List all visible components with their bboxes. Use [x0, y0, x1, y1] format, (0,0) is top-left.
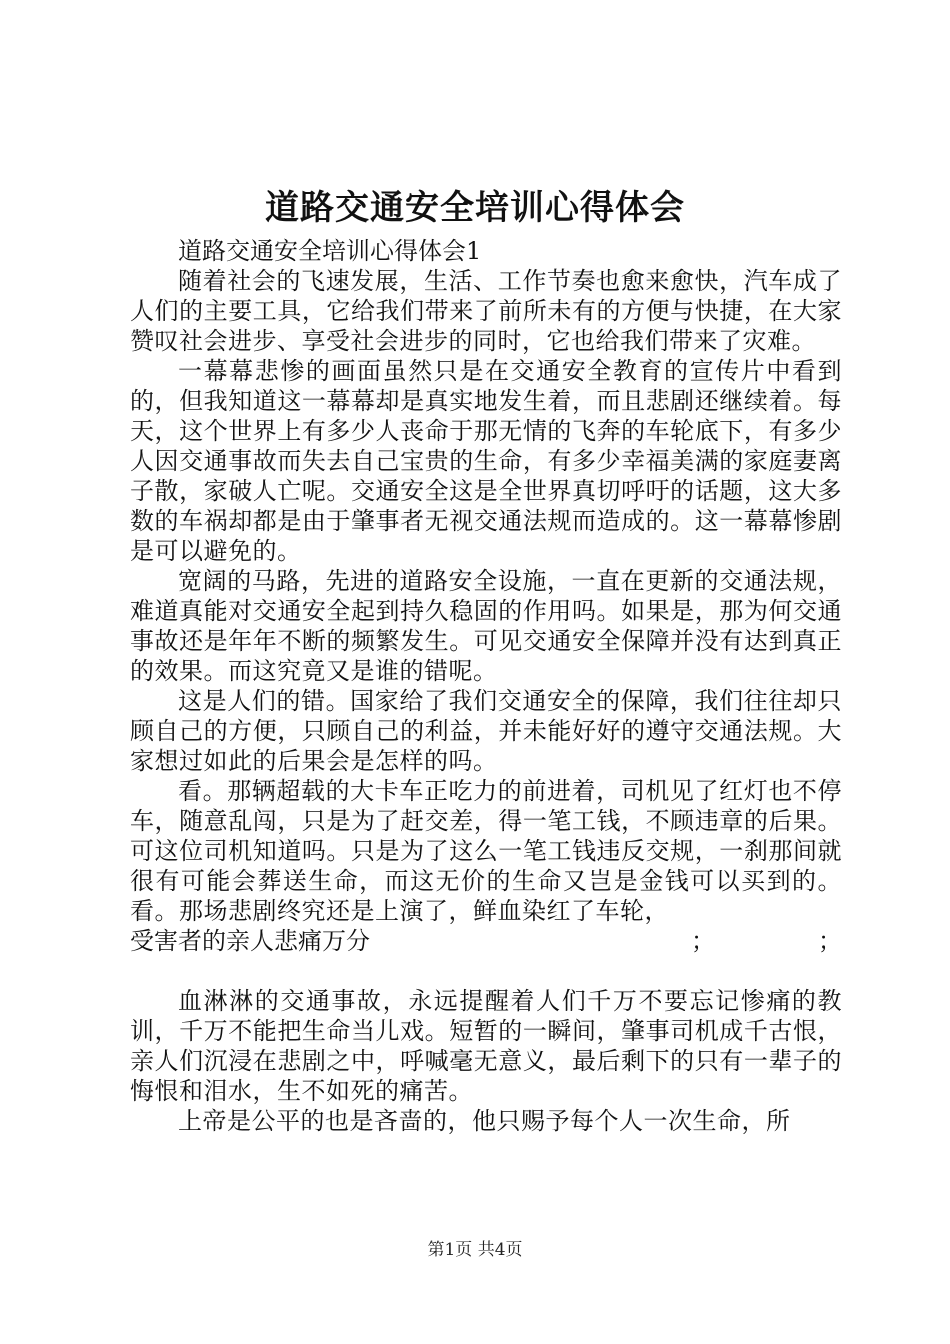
subheading: 道路交通安全培训心得体会1: [178, 237, 482, 265]
document-title: 道路交通安全培训心得体会: [265, 188, 685, 228]
broken-line: [130, 926, 842, 956]
paragraph-3: 宽阔的马路，先进的道路安全设施，一直在更新的交通法规，难道真能对交通安全起到持久稳固的作用吗。如果是，那为何交通事故还是年年不断的频繁发生。可见交通安全保障并没有达到真正的效果。而这究竟又是谁的错呢。: [130, 567, 842, 685]
paragraph-1: 随着社会的飞速发展，生活、工作节奏也愈来愈快，汽车成了人们的主要工具，它给我们带来了前所未有的方便与快捷，在大家赞叹社会进步、享受社会进步的同时，它也给我们带来了灾难。: [130, 267, 842, 355]
paragraph-5: 看。那辆超载的大卡车正吃力的前进着，司机见了红灯也不停车，随意乱闯，只是为了赶交差，得一笔工钱，不顾违章的后果。可这位司机知道吗。只是为了这么一笔工钱违反交规，一刹那间就很有可能会葬送生命，而这无价的生命又岂是金钱可以买到的。看。那场悲剧终究还是上演了，鲜血染红了车轮，: [130, 777, 842, 925]
blank-line: [130, 956, 842, 986]
broken-line-text: 受害者的亲人悲痛万分: [130, 927, 370, 955]
document-body: [130, 236, 842, 1136]
paragraph-6: 血淋淋的交通事故，永远提醒着人们千万不要忘记惨痛的教训，千万不能把生命当儿戏。短暂的一瞬间，肇事司机成千古恨，亲人们沉浸在悲剧之中，呼喊毫无意义，最后剩下的只有一辈子的悔恨和泪水，生不如死的痛苦。: [130, 987, 842, 1105]
broken-line-mark-1: ；: [691, 927, 715, 955]
paragraph-7: 上帝是公平的也是吝啬的，他只赐予每个人一次生命，所: [178, 1107, 791, 1135]
page-footer: 第1页 共4页: [427, 1240, 523, 1260]
broken-line-mark-2: ；: [818, 927, 842, 955]
paragraph-4: 这是人们的错。国家给了我们交通安全的保障，我们往往却只顾自己的方便，只顾自己的利益，并未能好好的遵守交通法规。大家想过如此的后果会是怎样的吗。: [130, 687, 842, 775]
paragraph-2: 一幕幕悲惨的画面虽然只是在交通安全教育的宣传片中看到的，但我知道这一幕幕却是真实地发生着，而且悲剧还继续着。每天，这个世界上有多少人丧命于那无情的飞奔的车轮底下，有多少人因交通事故而失去自己宝贵的生命，有多少幸福美满的家庭妻离子散，家破人亡呢。交通安全这是全世界真切呼吁的话题，这大多数的车祸却都是由于肇事者无视交通法规而造成的。这一幕幕惨剧是可以避免的。: [130, 357, 842, 565]
